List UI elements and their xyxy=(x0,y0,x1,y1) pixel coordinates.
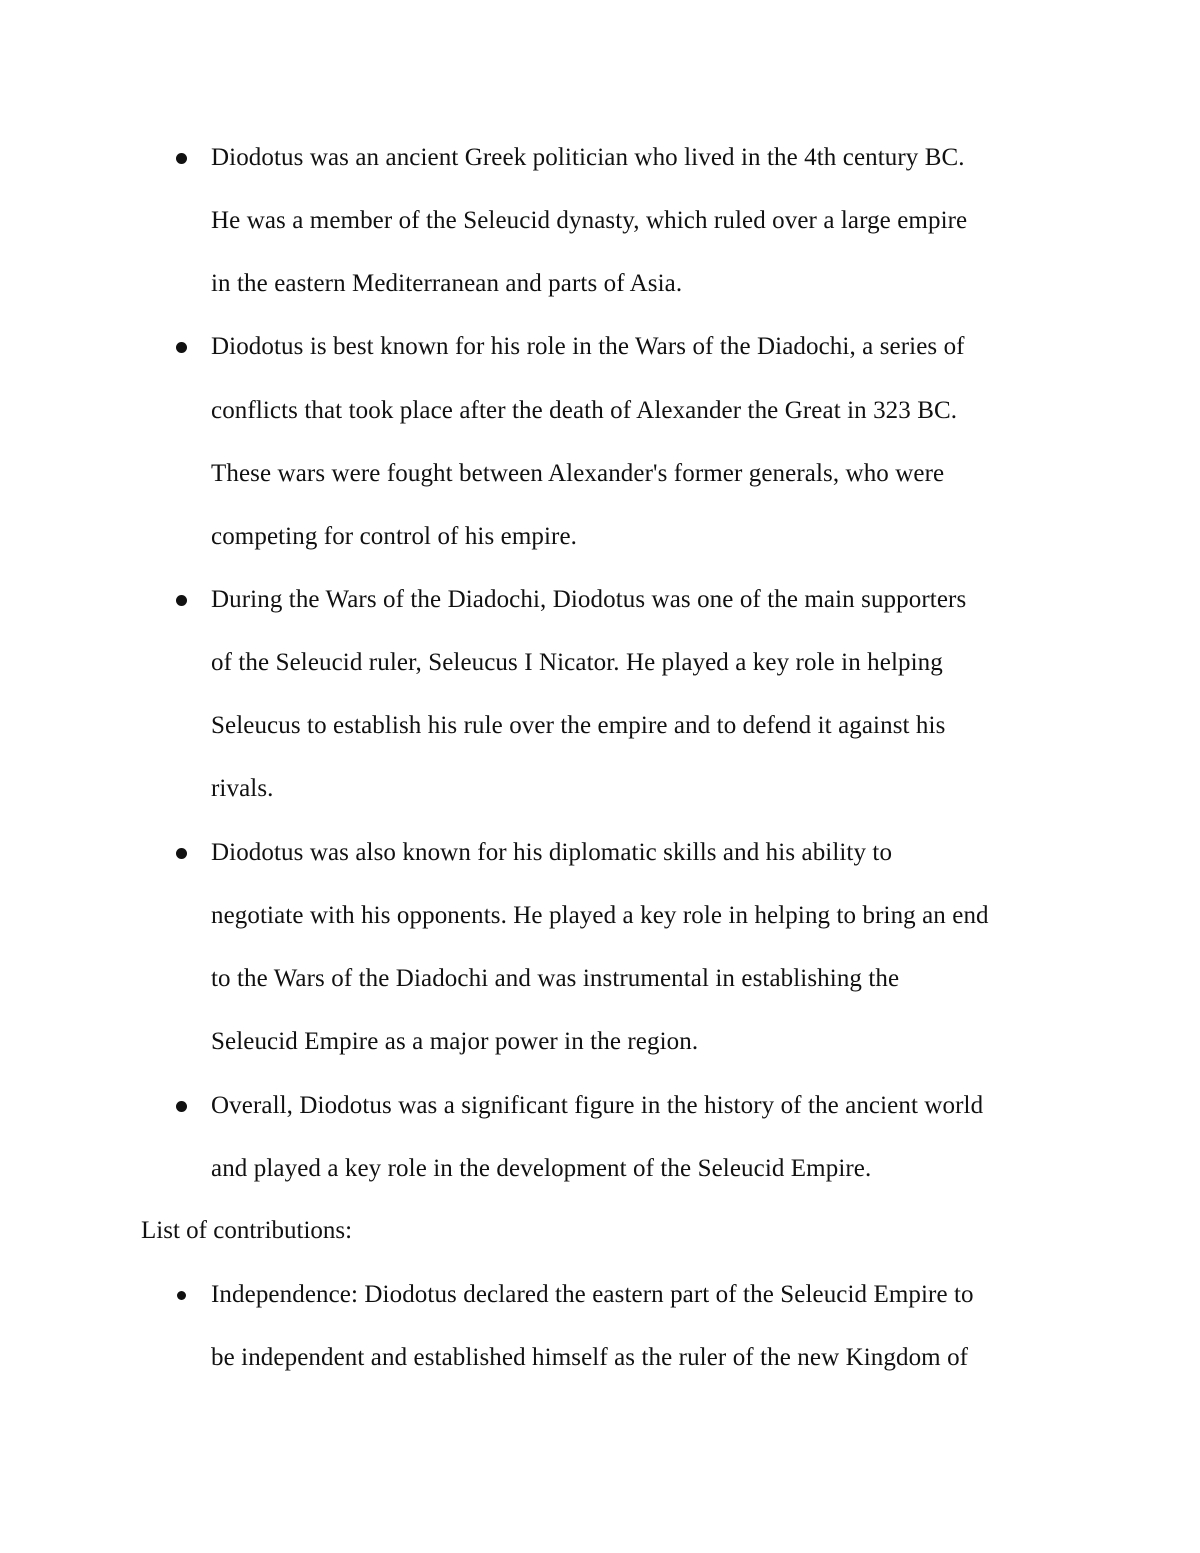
bullet-3-line-1: During the Wars of the Diadochi, Diodotus was one of the main supporters xyxy=(211,586,967,613)
bullet-2-line-1: Diodotus is best known for his role in the Wars of the Diadochi, a series of xyxy=(211,333,965,360)
bullet-5-line-2: and played a key role in the development of the Seleucid Empire. xyxy=(211,1155,872,1182)
bullet-marker xyxy=(176,153,187,164)
bullet-marker xyxy=(177,1291,186,1300)
bullet-4-line-3: to the Wars of the Diadochi and was instrumental in establishing the xyxy=(211,965,900,992)
bullet-marker xyxy=(176,1101,187,1112)
bullet-4-line-1: Diodotus was also known for his diplomatic skills and his ability to xyxy=(211,839,893,866)
bullet-5-line-1: Overall, Diodotus was a significant figure in the history of the ancient world xyxy=(211,1092,984,1119)
contribution-1-line-2: be independent and established himself as the ruler of the new Kingdom of xyxy=(211,1344,969,1371)
bullet-1-line-3: in the eastern Mediterranean and parts of Asia. xyxy=(211,270,683,297)
bullet-2-line-3: These wars were fought between Alexander's former generals, who were xyxy=(211,460,945,487)
bullet-2-line-4: competing for control of his empire. xyxy=(211,523,578,550)
bullet-1-line-1: Diodotus was an ancient Greek politician who lived in the 4th century BC. xyxy=(211,144,965,171)
contributions-heading: List of contributions: xyxy=(141,1217,353,1244)
bullet-marker xyxy=(176,595,187,606)
bullet-4-line-4: Seleucid Empire as a major power in the region. xyxy=(211,1028,699,1055)
bullet-marker xyxy=(176,848,187,859)
bullet-3-line-2: of the Seleucid ruler, Seleucus I Nicator. He played a key role in helping xyxy=(211,649,943,676)
bullet-marker xyxy=(176,342,187,353)
contribution-1-line-1: Independence: Diodotus declared the eastern part of the Seleucid Empire to xyxy=(211,1281,974,1308)
bullet-3-line-3: Seleucus to establish his rule over the empire and to defend it against his xyxy=(211,712,946,739)
bullet-2-line-2: conflicts that took place after the death of Alexander the Great in 323 BC. xyxy=(211,397,958,424)
bullet-1-line-2: He was a member of the Seleucid dynasty, which ruled over a large empire xyxy=(211,207,968,234)
bullet-3-line-4: rivals. xyxy=(211,775,274,802)
bullet-4-line-2: negotiate with his opponents. He played a key role in helping to bring an end xyxy=(211,902,989,929)
